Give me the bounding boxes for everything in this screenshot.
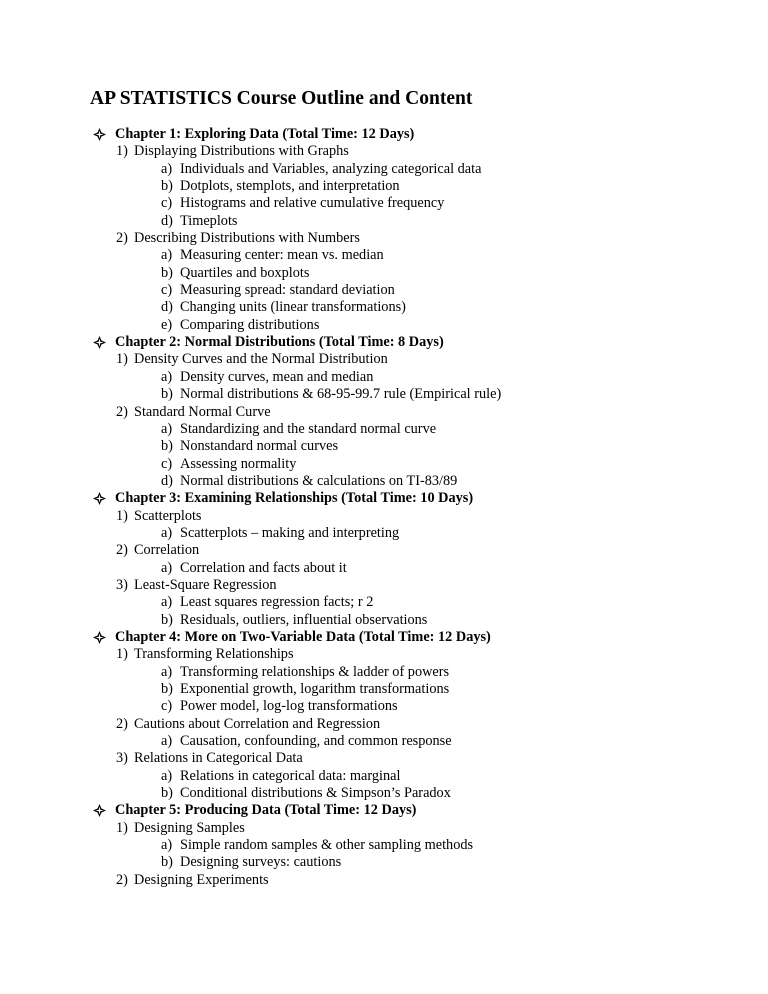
- section-title: Describing Distributions with Numbers: [134, 230, 360, 247]
- item-text: Designing surveys: cautions: [180, 854, 342, 871]
- chapter-heading-text: Chapter 5: Producing Data (Total Time: 12 Days): [115, 802, 417, 819]
- chapter-heading: [0, 334, 768, 351]
- item-letter: b): [161, 854, 173, 871]
- chapter-heading: [0, 490, 768, 507]
- item-letter: a): [161, 559, 173, 576]
- list-item: [0, 299, 768, 316]
- section-heading: [0, 351, 768, 368]
- section-heading: [0, 872, 768, 889]
- item-text: Timeplots: [180, 212, 238, 229]
- section-number: 1): [116, 351, 128, 368]
- item-letter: a): [161, 247, 173, 264]
- diamond-bullet-icon: [91, 629, 107, 646]
- diamond-bullet-icon: [91, 490, 107, 507]
- list-item: [0, 525, 768, 542]
- section-heading: [0, 508, 768, 525]
- section-title: Standard Normal Curve: [134, 403, 271, 420]
- list-item: [0, 785, 768, 802]
- item-text: Normal distributions & 68-95-99.7 rule (Empirical rule): [180, 386, 502, 403]
- section-title: Relations in Categorical Data: [134, 750, 303, 767]
- section-title: Transforming Relationships: [134, 646, 294, 663]
- section-title: Least-Square Regression: [134, 576, 277, 593]
- section-title: Density Curves and the Normal Distribution: [134, 351, 388, 368]
- chapter-heading: [0, 802, 768, 819]
- list-item: [0, 698, 768, 715]
- section-heading: [0, 143, 768, 160]
- list-item: [0, 664, 768, 681]
- item-text: Power model, log-log transformations: [180, 698, 398, 715]
- item-letter: d): [161, 299, 173, 316]
- chapter-heading-text: Chapter 1: Exploring Data (Total Time: 12 Days): [115, 126, 415, 142]
- item-letter: c): [161, 455, 173, 472]
- section-heading: [0, 577, 768, 594]
- item-letter: a): [161, 594, 173, 611]
- item-letter: b): [161, 438, 173, 455]
- item-text: Assessing normality: [180, 455, 297, 472]
- item-text: Transforming relationships & ladder of powers: [180, 663, 450, 680]
- section-title: Cautions about Correlation and Regression: [134, 715, 381, 732]
- list-item: [0, 733, 768, 750]
- chapter-heading-text: Chapter 3: Examining Relationships (Total Time: 10 Days): [115, 490, 474, 507]
- list-item: [0, 473, 768, 490]
- chapter-heading-text: Chapter 4: More on Two-Variable Data (Total Time: 12 Days): [115, 628, 491, 645]
- item-letter: b): [161, 386, 173, 403]
- item-text: Measuring spread: standard deviation: [180, 282, 395, 299]
- diamond-bullet-icon: [91, 334, 107, 351]
- section-number: 2): [116, 542, 128, 559]
- section-title: Designing Samples: [134, 819, 245, 836]
- section-heading: [0, 716, 768, 733]
- item-letter: b): [161, 264, 173, 281]
- list-item: [0, 161, 768, 178]
- item-letter: d): [161, 472, 173, 489]
- section-title: Scatterplots: [134, 507, 202, 524]
- diamond-bullet-icon: [91, 126, 107, 143]
- item-letter: a): [161, 663, 173, 680]
- section-number: 2): [116, 715, 128, 732]
- list-item: [0, 369, 768, 386]
- item-letter: a): [161, 524, 173, 541]
- item-text: Nonstandard normal curves: [180, 438, 339, 455]
- section-number: 3): [116, 750, 128, 767]
- list-item: [0, 195, 768, 212]
- item-text: Simple random samples & other sampling methods: [180, 837, 474, 854]
- list-item: [0, 282, 768, 299]
- item-text: Density curves, mean and median: [180, 368, 374, 385]
- item-text: Quartiles and boxplots: [180, 264, 310, 281]
- list-item: [0, 560, 768, 577]
- section-heading: [0, 646, 768, 663]
- diamond-bullet-icon: [91, 802, 107, 819]
- item-text: Normal distributions & calculations on TI-83/89: [180, 472, 458, 489]
- list-item: [0, 438, 768, 455]
- section-heading: [0, 820, 768, 837]
- section-number: 1): [116, 646, 128, 663]
- section-number: 2): [116, 871, 128, 888]
- section-number: 3): [116, 576, 128, 593]
- list-item: [0, 456, 768, 473]
- section-number: 2): [116, 230, 128, 247]
- chapter-heading-text: Chapter 2: Normal Distributions (Total Time: 8 Days): [115, 334, 444, 351]
- item-letter: d): [161, 212, 173, 229]
- section-title: Designing Experiments: [134, 871, 269, 888]
- item-text: Standardizing and the standard normal curve: [180, 420, 437, 437]
- chapter-heading: [0, 629, 768, 646]
- section-number: 1): [116, 143, 128, 160]
- list-item: [0, 421, 768, 438]
- section-number: 2): [116, 403, 128, 420]
- item-letter: c): [161, 195, 173, 212]
- section-title: Displaying Distributions with Graphs: [134, 143, 349, 160]
- item-letter: a): [161, 733, 173, 750]
- item-letter: b): [161, 785, 173, 802]
- list-item: [0, 265, 768, 282]
- item-text: Correlation and facts about it: [180, 559, 347, 576]
- item-text: Residuals, outliers, influential observations: [180, 611, 428, 628]
- item-letter: a): [161, 160, 173, 177]
- chapter-heading: [0, 126, 768, 143]
- list-item: [0, 317, 768, 334]
- list-item: [0, 612, 768, 629]
- item-text: Dotplots, stemplots, and interpretation: [180, 178, 400, 195]
- item-text: Exponential growth, logarithm transformations: [180, 681, 450, 697]
- item-letter: b): [161, 681, 173, 697]
- item-text: Comparing distributions: [180, 316, 320, 333]
- list-item: [0, 594, 768, 611]
- section-heading: [0, 404, 768, 421]
- item-text: Least squares regression facts; r 2: [180, 594, 374, 611]
- item-letter: b): [161, 178, 173, 195]
- list-item: [0, 681, 768, 698]
- section-title: Correlation: [134, 542, 200, 559]
- item-letter: b): [161, 611, 173, 628]
- list-item: [0, 386, 768, 403]
- item-text: Histograms and relative cumulative frequency: [180, 195, 445, 212]
- item-text: Relations in categorical data: marginal: [180, 767, 401, 784]
- item-text: Scatterplots – making and interpreting: [180, 524, 400, 541]
- item-letter: a): [161, 767, 173, 784]
- item-text: Conditional distributions & Simpson’s Paradox: [180, 785, 451, 802]
- item-text: Changing units (linear transformations): [180, 299, 406, 316]
- section-heading: [0, 542, 768, 559]
- item-letter: a): [161, 837, 173, 854]
- item-letter: c): [161, 282, 173, 299]
- item-letter: a): [161, 368, 173, 385]
- item-text: Measuring center: mean vs. median: [180, 247, 384, 264]
- item-text: Individuals and Variables, analyzing categorical data: [180, 160, 482, 177]
- item-letter: c): [161, 698, 173, 715]
- section-heading: [0, 230, 768, 247]
- list-item: [0, 247, 768, 264]
- item-letter: e): [161, 316, 173, 333]
- section-number: 1): [116, 819, 128, 836]
- list-item: [0, 837, 768, 854]
- page-title: AP STATISTICS Course Outline and Content: [90, 88, 473, 109]
- section-number: 1): [116, 507, 128, 524]
- section-heading: [0, 750, 768, 767]
- item-text: Causation, confounding, and common response: [180, 733, 452, 750]
- item-letter: a): [161, 420, 173, 437]
- list-item: [0, 178, 768, 195]
- list-item: [0, 768, 768, 785]
- list-item: [0, 213, 768, 230]
- list-item: [0, 854, 768, 871]
- course-outline: [0, 126, 768, 889]
